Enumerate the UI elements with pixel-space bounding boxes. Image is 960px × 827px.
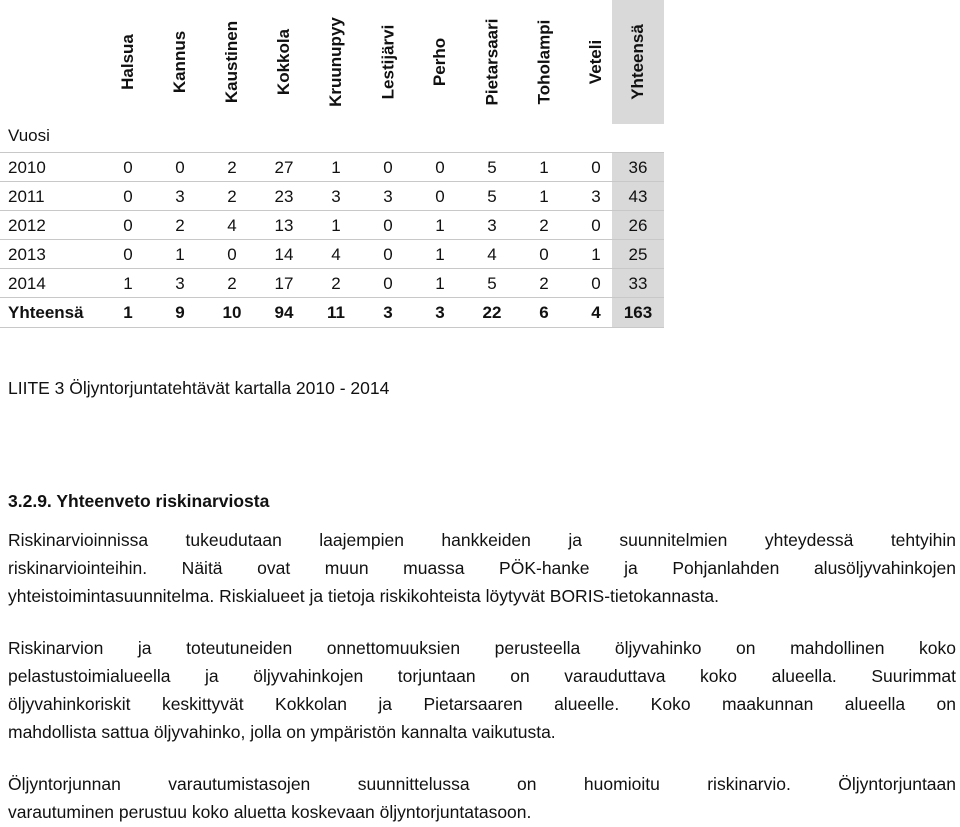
row-year: 2014 (8, 274, 46, 293)
table-cell: 0 (383, 245, 393, 264)
table-cell: 0 (383, 274, 393, 293)
table-cell: 1 (591, 245, 601, 264)
table-cell: 2 (175, 216, 185, 235)
table-cell: 0 (383, 216, 393, 235)
table-cell: 2 (539, 216, 549, 235)
column-header-kokkola: Kokkola (274, 28, 294, 96)
table-cell: 1 (123, 303, 133, 322)
table-cell: 0 (123, 216, 133, 235)
row-total-cell: 36 (612, 153, 664, 182)
paragraph-line: riskinarviointeihin. Näitä ovat muun muassa PÖK-hanke ja Pohjanlahden alusöljyvahinkojen (8, 558, 956, 578)
paragraph-line: Riskinarvion ja toteutuneiden onnettomuuksien perusteella öljyvahinko on mahdollinen koko (8, 638, 956, 658)
paragraph-line: yhteistoimintasuunnitelma. Riskialueet ja tietoja riskikohteista löytyvät BORIS-tietokannasta. (8, 586, 720, 606)
column-header-kannus: Kannus (170, 30, 189, 94)
column-header-total: Yhteensä (612, 0, 664, 124)
column-header-kaustinen: Kaustinen (222, 20, 241, 104)
row-total-cell: 43 (612, 182, 664, 211)
paragraph-line: pelastustoimialueella ja öljyvahinkojen torjuntaan on varauduttava koko alueella. Suurimmat (8, 666, 956, 686)
table-cell: 0 (591, 158, 601, 177)
table-cell: 1 (331, 158, 341, 177)
table-cell: 4 (487, 245, 497, 264)
table-cell: 2 (539, 274, 549, 293)
table-cell: 2 (227, 274, 237, 293)
column-header-lestijarvi: Lestijärvi (378, 24, 397, 100)
table-cell: 0 (227, 245, 237, 264)
row-year: Yhteensä (8, 303, 84, 322)
table-row (0, 268, 664, 298)
table-cell: 0 (539, 245, 549, 264)
table-cell: 94 (274, 303, 294, 322)
column-header-pietarsaari: Pietarsaari (482, 18, 502, 106)
table-cell: 3 (175, 187, 185, 206)
paragraph-line: Riskinarvioinnissa tukeudutaan laajempien hankkeiden ja suunnitelmien yhteydessä tehtyihin (8, 530, 956, 550)
table-cell: 1 (123, 274, 133, 293)
row-year: 2013 (8, 245, 46, 264)
paragraph-line: mahdollista sattua öljyvahinko, jolla on ympäristön kannalta vaikutusta. (8, 722, 556, 742)
row-year: 2011 (8, 187, 45, 206)
column-header-halsua: Halsua (118, 34, 137, 90)
paragraph-2 (8, 634, 956, 746)
table-cell: 3 (383, 187, 393, 206)
row-total-cell: 33 (612, 269, 664, 298)
incident-table (0, 0, 664, 330)
paragraph-line: öljyvahinkoriskit keskittyvät Kokkolan ja Pietarsaaren alueelle. Koko maakunnan alueella on (8, 694, 956, 714)
table-cell: 13 (274, 216, 294, 235)
table-cell: 2 (227, 158, 237, 177)
table-cell: 0 (175, 158, 185, 177)
table-cell: 5 (487, 274, 497, 293)
table-cell: 4 (331, 245, 341, 264)
row-total-cell: 163 (612, 298, 664, 327)
paragraph-line: varautuminen perustuu koko aluetta koskevaan öljyntorjuntatasoon. (8, 802, 532, 822)
table-cell: 0 (435, 187, 445, 206)
table-cell: 22 (482, 303, 502, 322)
table-cell: 4 (591, 303, 601, 322)
row-total-cell: 25 (612, 240, 664, 269)
table-cell: 1 (331, 216, 341, 235)
row-year: 2012 (8, 216, 46, 235)
table-cell: 23 (274, 187, 294, 206)
table-cell: 2 (227, 187, 237, 206)
table-cell: 0 (123, 187, 133, 206)
row-total-cell: 26 (612, 211, 664, 240)
table-cell: 1 (435, 216, 445, 235)
appendix-line: LIITE 3 Öljyntorjuntatehtävät kartalla 2010 - 2014 (8, 378, 390, 398)
table-cell: 3 (591, 187, 601, 206)
column-header-kruunupyy: Kruunupyy (326, 17, 346, 107)
table-cell: 1 (175, 245, 185, 264)
table-cell: 3 (175, 274, 185, 293)
table-cell: 3 (331, 187, 341, 206)
table-cell: 14 (274, 245, 294, 264)
table-cell: 10 (222, 303, 242, 322)
section-heading: 3.2.9. Yhteenveto riskinarviosta (8, 491, 270, 511)
column-header-veteli: Veteli (585, 39, 605, 85)
table-cell: 0 (591, 274, 601, 293)
table-cell: 4 (227, 216, 237, 235)
table-cell: 0 (123, 158, 133, 177)
table-cell: 0 (591, 216, 601, 235)
table-cell: 2 (331, 274, 341, 293)
row-year: 2010 (8, 158, 46, 177)
table-cell: 17 (274, 274, 294, 293)
paragraph-line: Öljyntorjunnan varautumistasojen suunnittelussa on huomioitu riskinarvio. Öljyntorjuntaan (8, 774, 956, 794)
table-cell: 3 (435, 303, 445, 322)
table-row (0, 239, 664, 269)
table-row (0, 181, 664, 211)
table-cell: 9 (175, 303, 185, 322)
column-header-toholampi: Toholampi (534, 19, 553, 105)
table-cell: 1 (539, 158, 549, 177)
row-header-label: Vuosi (8, 126, 50, 145)
table-cell: 3 (383, 303, 393, 322)
table-cell: 5 (487, 158, 497, 177)
paragraph-1 (8, 526, 956, 610)
table-row (0, 152, 664, 182)
column-header-perho: Perho (430, 37, 449, 87)
table-cell: 27 (274, 158, 294, 177)
table-row (0, 210, 664, 240)
table-cell: 0 (435, 158, 445, 177)
table-cell: 0 (123, 245, 133, 264)
table-cell: 1 (435, 274, 445, 293)
table-cell: 1 (539, 187, 549, 206)
table-total-row (0, 297, 664, 328)
table-cell: 3 (487, 216, 497, 235)
table-cell: 11 (327, 303, 345, 322)
table-cell: 1 (435, 245, 445, 264)
table-cell: 0 (383, 158, 393, 177)
table-cell: 5 (487, 187, 497, 206)
table-cell: 6 (539, 303, 549, 322)
paragraph-3 (8, 770, 956, 826)
